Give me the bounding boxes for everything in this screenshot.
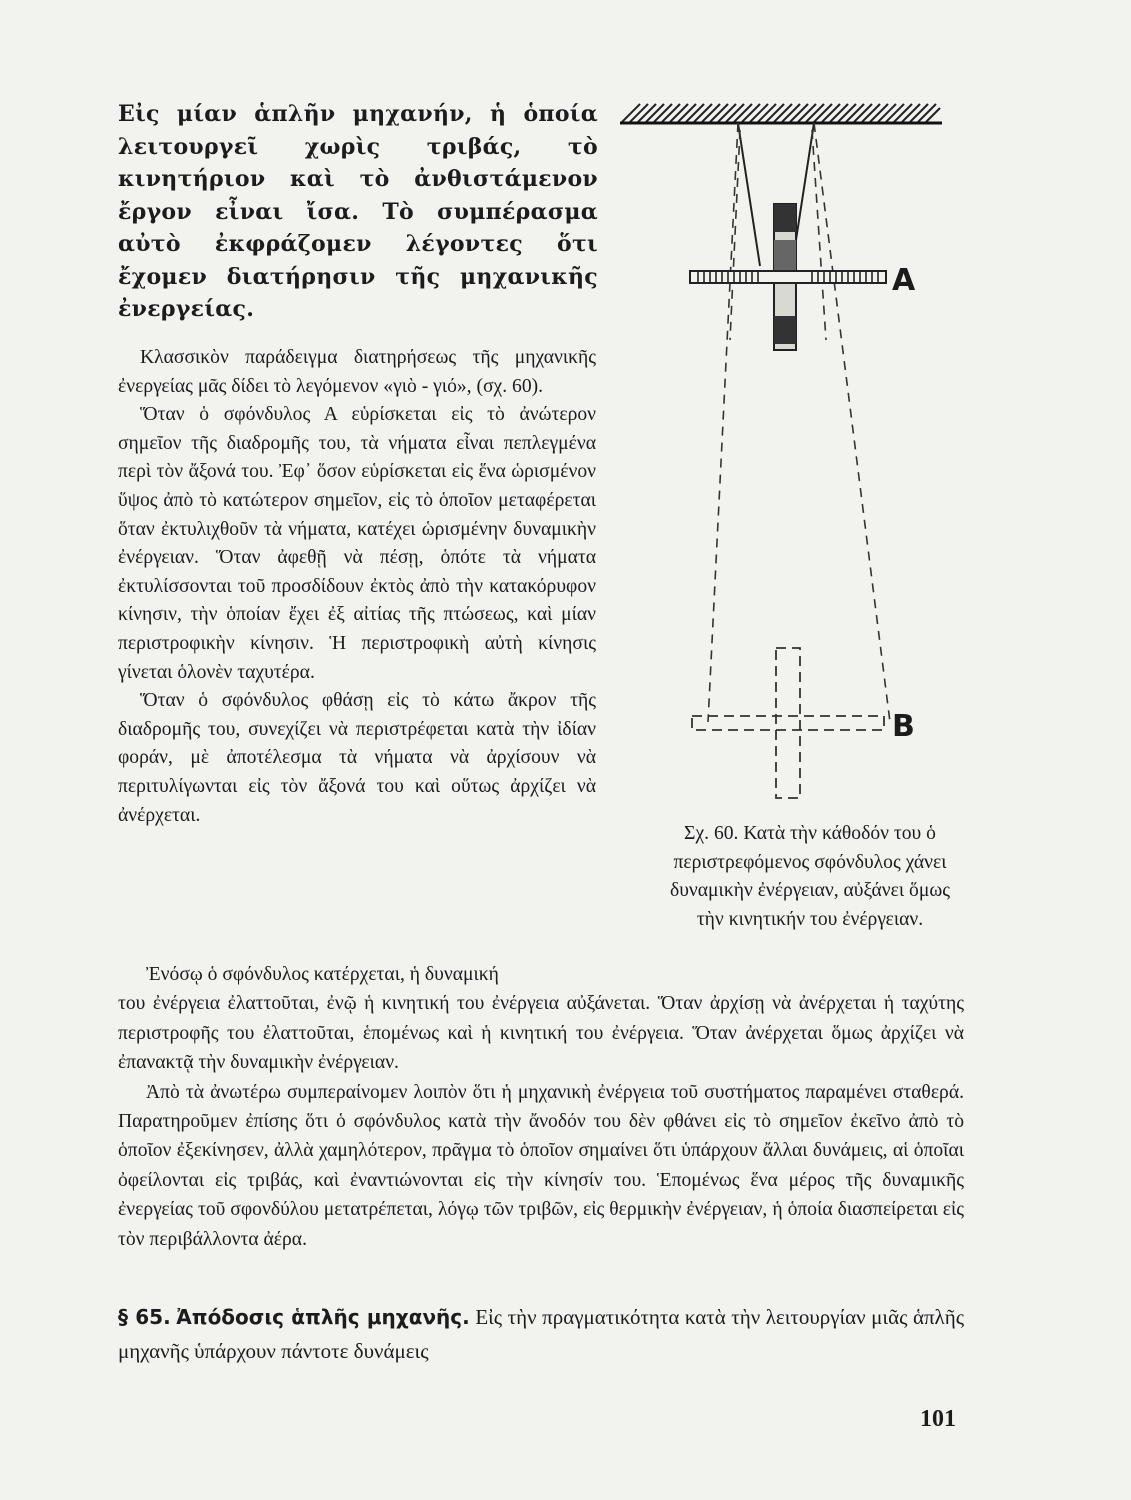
yoyo-disc-b <box>692 648 884 798</box>
paragraph-yoyo-intro: Κλασσικὸν παράδειγμα διατηρήσεως τῆς μηχανικῆς ἐνεργείας μᾶς δίδει τὸ λεγόμενον «γιὸ - γιό», (σχ. 60). <box>118 347 596 397</box>
paragraph-yoyo-bottom: Ὅταν ὁ σφόνδυλος φθάσῃ εἰς τὸ κάτω ἄκρον τῆς διαδρομῆς του, συνεχίζει νὰ περιστρέφεται κατὰ τὴν ἰδίαν φοράν, μὲ ἀποτέλεσμα τὰ νήματα νὰ ἀρχίσουν νὰ περιτυλίγωνται εἰς τὸν ἄξονά του καὶ οὕτως ἀρχίζει νὰ ἀνέρχεται. <box>118 690 596 826</box>
yoyo-figure <box>616 100 956 810</box>
ceiling-hatch <box>620 104 942 123</box>
full-width-text <box>118 960 964 1254</box>
section-text: Εἰς τὴν πραγματικότητα κατὰ τὴν λειτουργίαν μιᾶς ἁπλῆς μηχανῆς ὑπάρχουν πάντοτε δυνάμεις <box>118 1305 965 1363</box>
yoyo-disc-a <box>690 204 886 350</box>
section-title: Ἀπόδοσις ἁπλῆς μηχανῆς. <box>176 1305 470 1329</box>
page-number: 101 <box>920 1406 956 1432</box>
label-a: Α <box>892 263 916 298</box>
section-65 <box>118 1300 964 1368</box>
label-b: Β <box>892 709 915 744</box>
left-column-text <box>118 344 596 830</box>
section-number: § 65. <box>118 1305 171 1329</box>
dashed-string-lines <box>708 123 890 722</box>
paragraph-yoyo-descent: Ὅταν ὁ σφόνδυλος Α εὑρίσκεται εἰς τὸ ἀνώτερον σημεῖον τῆς διαδρομῆς του, τὰ νήματα εἶναι πεπλεγμένα περὶ τὸν ἄξονά του. Ἐφ᾽ ὅσον εὑρίσκεται εἰς ἕνα ὡρισμένον ὕψος ἀπὸ τὸ κατώτερον σημεῖον, εἰς τὸ ὁποῖον μεταφέρεται ὅταν ἐκτυλιχθοῦν τὰ νήματα, κατέχει ὡρισμένην δυναμικὴν ἐνέργειαν. Ὅταν ἀφεθῇ νὰ πέσῃ, ὁπότε τὰ νήματα ἐκτυλίσσονται τοῦ προσδίδουν ἐκτὸς ἀπὸ τὴν κατακόρυφον κίνησιν, τὴν ὁποίαν ἔχει ἐξ αἰτίας τῆς πτώσεως, καὶ μίαν περιστροφικὴν κίνησιν. Ἡ περιστροφικὴ αὐτὴ κίνησις γίνεται ὁλονὲν ταχυτέρα. <box>118 404 596 683</box>
paragraph-energy-rest: του ἐνέργεια ἐλαττοῦται, ἐνῷ ἡ κινητική του ἐνέργεια αὐξάνεται. Ὅταν ἀρχίσῃ νὰ ἀνέρχεται ἡ ταχύτης περιστροφῆς του ἐλαττοῦται, ἑπομένως καὶ ἡ κινητική του ἐνέργεια. Ὅταν ἀνέρχεται ὅμως ἀρχίζει νὰ ἐπανακτᾷ τὴν δυναμικὴν ἐνέργειαν. <box>118 993 964 1074</box>
figure-caption: Σχ. 60. Κατὰ τὴν κάθοδόν του ὁ περιστρεφόμενος σφόνδυλος χάνει δυναμικὴν ἐνέργειαν, αὐξάνει ὅμως τὴν κινητικήν του ἐνέργειαν. <box>669 823 950 930</box>
paragraph-conclusion: Ἀπὸ τὰ ἀνωτέρω συμπεραίνομεν λοιπὸν ὅτι ἡ μηχανικὴ ἐνέργεια τοῦ συστήματος παραμένει σταθερά. Παρατηροῦμεν ἐπίσης ὅτι ὁ σφόνδυλος κατὰ τὴν ἄνοδόν του δὲν φθάνει εἰς τὸ σημεῖον ἐκεῖνο ἀπὸ τὸ ὁποῖον ἐξεκίνησεν, ἀλλὰ χαμηλότερον, πρᾶγμα τὸ ὁποῖον σημαίνει ὅτι ὑπάρχουν ἄλλαι δυνάμεις, αἱ ὁποῖαι ὀφείλονται εἰς τριβάς, καὶ ἐναντιώνονται εἰς τὴν κίνησίν του. Ἑπομένως ἕνα μέρος τῆς δυναμικῆς ἐνεργείας τοῦ σφονδύλου μετατρέπεται, λόγῳ τῶν τριβῶν, εἰς θερμικὴν ἐνέργειαν, ἡ ὁποία διασπείρεται εἰς τὸν περιβάλλοντα ἀέρα. <box>118 1081 964 1250</box>
intro-paragraph: Εἰς μίαν ἁπλῆν μηχανήν, ἡ ὁποία λειτουργεῖ χωρὶς τριβάς, τὸ κινητήριον καὶ τὸ ἀνθιστάμενον ἔργον εἶναι ἴσα. Τὸ συμπέρασμα αὐτὸ ἐκφράζομεν λέγοντες ὅτι ἔχομεν διατήρησιν τῆς μηχανικῆς ἐνεργείας. <box>118 101 598 322</box>
paragraph-energy-start: Ἐνόσῳ ὁ σφόνδυλος κατέρχεται, ἡ δυναμική <box>146 964 499 985</box>
paragraph-energy-exchange <box>118 960 964 1078</box>
